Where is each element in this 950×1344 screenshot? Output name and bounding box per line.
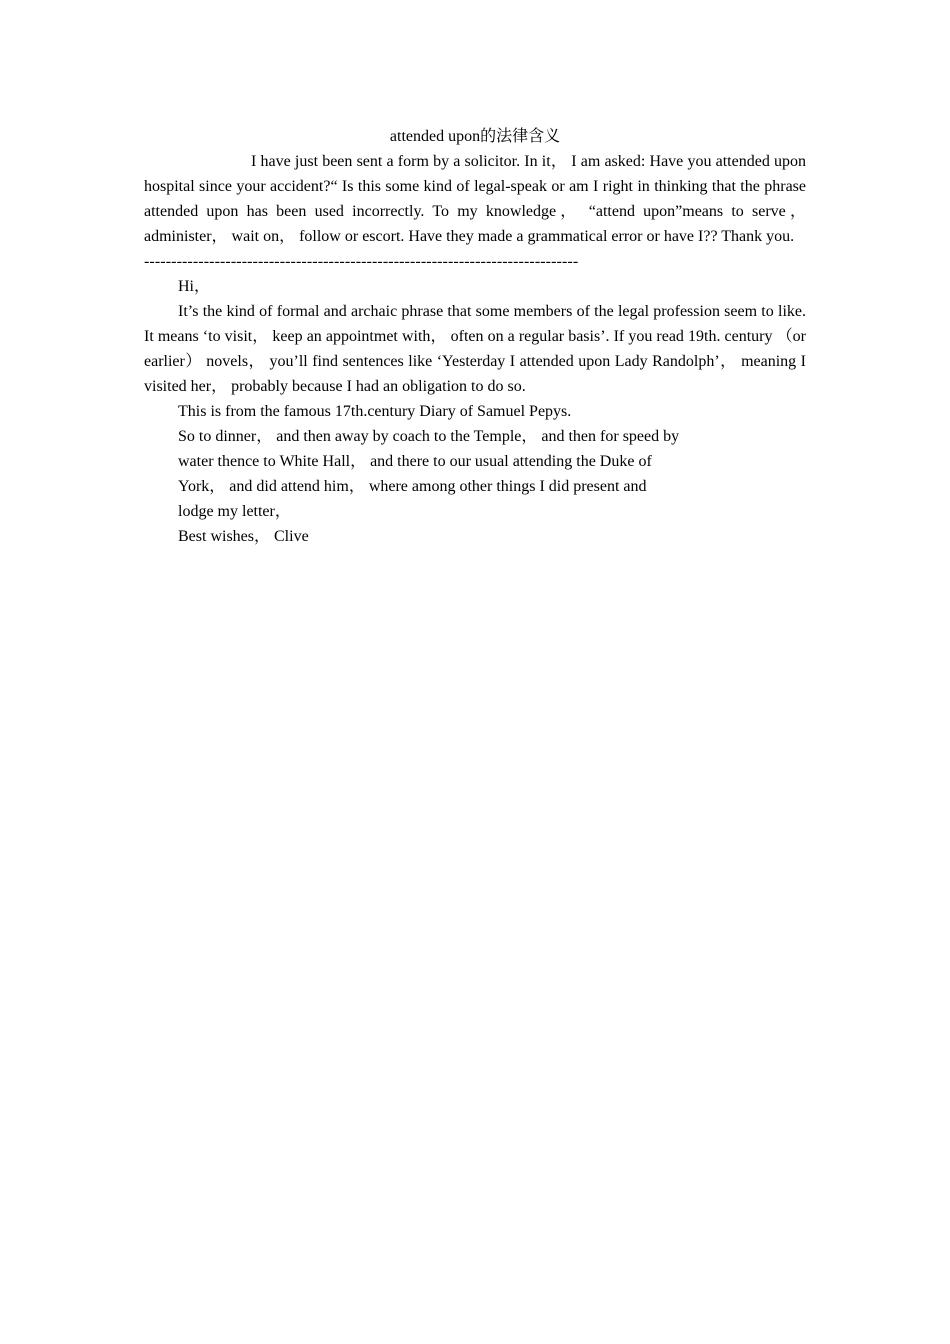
quote-line: So to dinner， and then away by coach to the Temple， and then for speed by [178,428,680,445]
question-paragraph: I have just been sent a form by a solicitor. In it， I am asked: Have you attended upon hospital since your accident?“ Is this some kind of legal-speak or am I right in thinking that the phrase attended upon has been used incorrectly. To my knowledge， “attend upon”means to serve， administer， wait on， follow or escort. Have they made a grammatical error or have I?? Thank you. [144,153,806,245]
quote-line: York， and did attend him， where among other things I did present and [178,478,647,495]
divider-line: -------------------------------------------------------------------------------- [144,253,579,270]
document-title: attended upon的法律含义 [389,128,561,145]
greeting: Hi， [178,278,211,295]
quote-line: water thence to White Hall， and there to our usual attending the Duke of [178,453,652,470]
quote-intro: This is from the famous 17th.century Diary of Samuel Pepys. [178,403,572,420]
document-body [144,124,806,549]
answer-paragraph: It’s the kind of formal and archaic phrase that some members of the legal profession seem to like. It means ‘to visit， keep an appointmet with， often on a regular basis’. If you read 19th. century （or earlier） novels， you’ll find sentences like ‘Yesterday I attended upon Lady Randolph’， meaning I visited her， probably because I had an obligation to do so. [144,303,806,395]
signoff: Best wishes， Clive [178,528,309,545]
quote-line: lodge my letter， [178,503,291,520]
